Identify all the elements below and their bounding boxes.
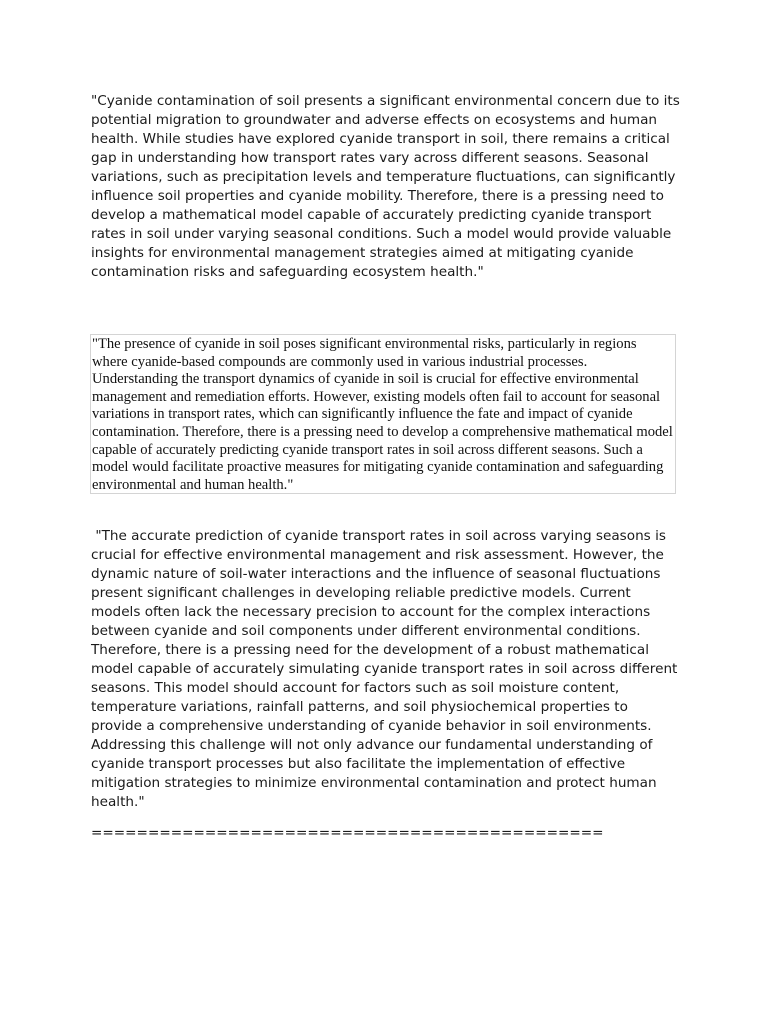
paragraph-2-boxed: "The presence of cyanide in soil poses significant environmental risks, particularly in regions where cyanide-based compounds are commonly used in various industrial processes. Understanding the transport dynamics of cyanide in soil is crucial for effective environmental management and remediation efforts. However, existing models often fail to account for seasonal variations in transport rates, which can significantly influence the fate and impact of cyanide contamination. Therefore, there is a pressing need to develop a comprehensive mathematical model capable of accurately predicting cyanide transport rates in soil across different seasons. Such a model would facilitate proactive measures for mitigating cyanide contamination and safeguarding environmental and human health." (90, 334, 676, 494)
separator-line: ============================================= (91, 825, 604, 841)
paragraph-3: "The accurate prediction of cyanide transport rates in soil across varying seasons is crucial for effective environmental management and risk assessment. However, the dynamic nature of soil-water interactions and the influence of seasonal fluctuations present significant challenges in developing reliable predictive models. Current models often lack the necessary precision to account for the complex interactions between cyanide and soil components under different environmental conditions. Therefore, there is a pressing need for the development of a robust mathematical model capable of accurately simulating cyanide transport rates in soil across different seasons. This model should account for factors such as soil moisture content, temperature variations, rainfall patterns, and soil physiochemical properties to provide a comprehensive understanding of cyanide behavior in soil environments. Addressing this challenge will not only advance our fundamental understanding of cyanide transport processes but also facilitate the implementation of effective mitigation strategies to minimize environmental contamination and protect human health." (91, 528, 682, 810)
paragraph-1: "Cyanide contamination of soil presents a significant environmental concern due to its potential migration to groundwater and adverse effects on ecosystems and human health. While studies have explored cyanide transport in soil, there remains a critical gap in understanding how transport rates vary across different seasons. Seasonal variations, such as precipitation levels and temperature fluctuations, can significantly influence soil properties and cyanide mobility. Therefore, there is a pressing need to develop a mathematical model capable of accurately predicting cyanide transport rates in soil under varying seasonal conditions. Such a model would provide valuable insights for environmental management strategies aimed at mitigating cyanide contamination risks and safeguarding ecosystem health." (91, 93, 680, 280)
